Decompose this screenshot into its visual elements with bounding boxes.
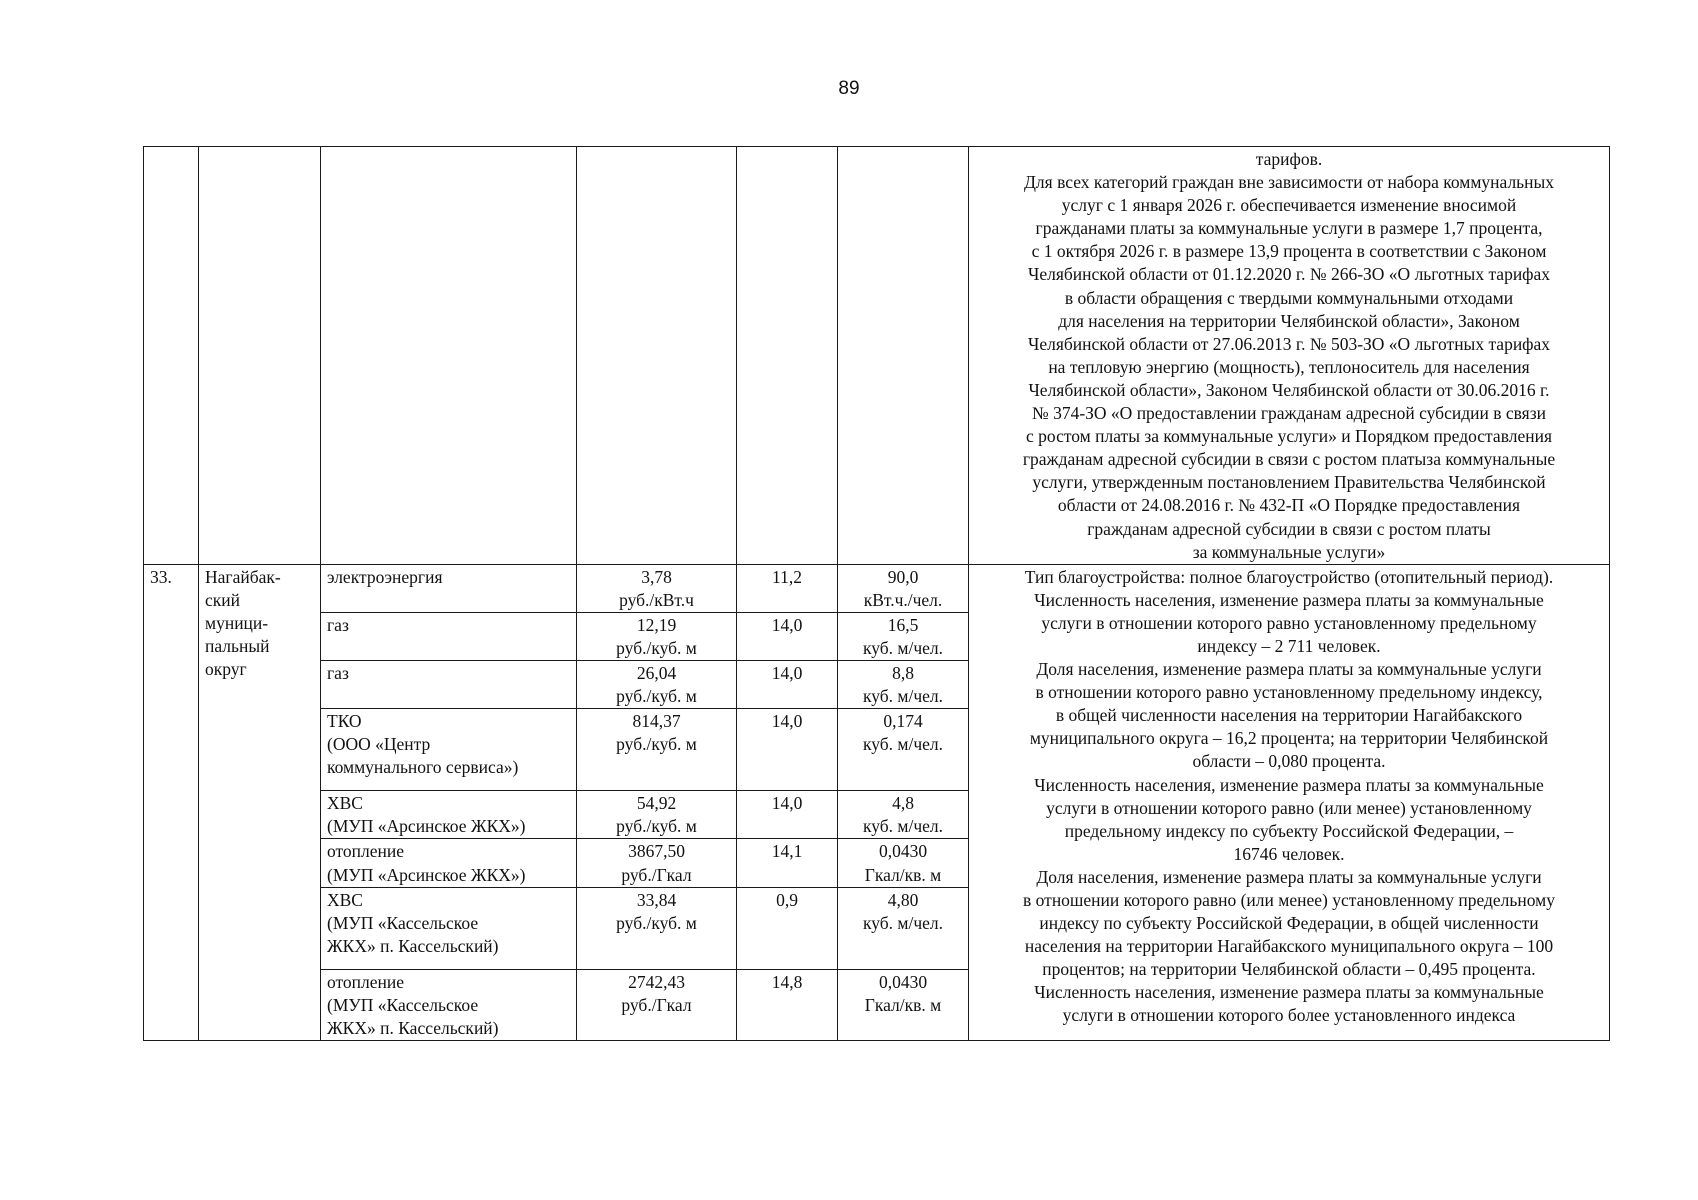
text-line: Гкал/кв. м xyxy=(864,994,942,1015)
text-line: области от 24.08.2016 г. № 432-П «О Порядке предоставления xyxy=(1057,495,1521,516)
text-line: муници- xyxy=(205,612,269,633)
text-line: в отношении которого равно установленному предельному индексу, xyxy=(1035,682,1543,703)
norm-cell xyxy=(838,887,969,969)
text-line: Челябинской области», Законом Челябинской области от 30.06.2016 г. xyxy=(1028,379,1550,400)
text-line: руб./куб. м xyxy=(616,816,697,837)
index-cell xyxy=(737,791,838,839)
price-cell xyxy=(577,791,737,839)
text-line: ЖКХ» п. Кассельский) xyxy=(327,1017,499,1038)
text-line: Для всех категорий граждан вне зависимости от набора коммунальных xyxy=(1023,172,1555,193)
service-name-cell xyxy=(321,887,577,969)
text-line: 4,8 xyxy=(892,793,914,814)
text-line: 8,8 xyxy=(892,663,914,684)
service-row xyxy=(144,564,1610,612)
text-line: услуги, утвержденным постановлением Правительства Челябинской xyxy=(1032,472,1546,493)
text-line: 3867,50 xyxy=(628,841,685,862)
text-line: руб./куб. м xyxy=(616,912,697,933)
text-line: Челябинской области от 01.12.2020 г. № 266-ЗО «О льготных тарифах xyxy=(1027,264,1551,285)
price-cell xyxy=(577,887,737,969)
norm-cell xyxy=(838,612,969,660)
text-line: (МУП «Кассельское xyxy=(327,994,479,1015)
norm-cell xyxy=(838,661,969,709)
text-line: куб. м/чел. xyxy=(862,734,944,755)
text-line: 16746 человек. xyxy=(1233,843,1345,864)
text-line: 814,37 xyxy=(632,711,681,732)
text-line: (МУП «Кассельское xyxy=(327,912,479,933)
text-line: 90,0 xyxy=(887,566,919,587)
text-line: руб./Гкал xyxy=(621,864,692,885)
text-line: ский xyxy=(205,589,240,610)
text-line: с ростом платы за коммунальные услуги» и Порядком предоставления xyxy=(1026,426,1552,447)
text-line: (МУП «Арсинское ЖКХ») xyxy=(327,816,526,837)
text-line: Тип благоустройства: полное благоустройство (отопительный период). xyxy=(1024,566,1554,587)
continuation-note-cell xyxy=(969,147,1610,565)
text-line: Доля населения, изменение размера платы за коммунальные услуги xyxy=(1036,866,1542,887)
service-name-cell xyxy=(321,661,577,709)
index-cell xyxy=(737,709,838,791)
text-line: Нагайбак- xyxy=(205,566,281,587)
index-cell xyxy=(737,564,838,612)
norm-cell xyxy=(838,564,969,612)
index-value: 0,9 xyxy=(776,889,798,910)
index-value: 14,0 xyxy=(771,614,803,635)
text-line: гражданами платы за коммунальные услуги в размере 1,7 процента, xyxy=(1035,218,1543,239)
text-line: (МУП «Арсинское ЖКХ») xyxy=(327,864,526,885)
text-line: услуг с 1 января 2026 г. обеспечивается изменение вносимой xyxy=(1061,195,1517,216)
text-line: руб./Гкал xyxy=(621,994,692,1015)
price-cell xyxy=(577,969,737,1040)
text-line: руб./куб. м xyxy=(616,637,697,658)
municipality-cell xyxy=(199,564,321,1040)
text-line: (ООО «Центр xyxy=(327,734,431,755)
text-line: руб./кВт.ч xyxy=(619,589,694,610)
text-line: 0,0430 xyxy=(878,971,928,992)
text-line: услуги в отношении которого равно (или менее) установленному xyxy=(1046,797,1532,818)
index-cell xyxy=(737,661,838,709)
index-cell xyxy=(737,839,838,887)
text-line: индексу – 2 711 человек. xyxy=(1197,635,1381,656)
index-value: 14,0 xyxy=(771,793,803,814)
cont-service-cell xyxy=(321,147,577,565)
text-line: № 374-ЗО «О предоставлении гражданам адресной субсидии в связи xyxy=(1032,403,1546,424)
text-line: газ xyxy=(327,663,349,684)
text-line: тарифов. xyxy=(1255,149,1323,169)
price-cell xyxy=(577,661,737,709)
text-line: предельному индексу по субъекту Российской Федерации, – xyxy=(1064,820,1514,841)
text-line: гражданам адресной субсидии в связи с ростом платы xyxy=(1087,518,1491,539)
text-line: отопление xyxy=(327,841,405,862)
text-line: коммунального сервиса») xyxy=(327,757,519,778)
index-value: 14,8 xyxy=(771,971,803,992)
text-line: ЖКХ» п. Кассельский) xyxy=(327,935,499,956)
text-line: с 1 октября 2026 г. в размере 13,9 процента в соответствии с Законом xyxy=(1031,241,1547,262)
text-line: гражданам адресной субсидии в связи с ростом платыза коммунальные xyxy=(1022,449,1556,470)
text-line: 4,80 xyxy=(887,889,919,910)
text-line: населения на территории Нагайбакского муниципального округа – 100 xyxy=(1024,936,1554,957)
text-line: ТКО xyxy=(327,711,362,732)
text-line: в отношении которого равно (или менее) установленному предельному xyxy=(1023,890,1555,910)
index-cell xyxy=(737,969,838,1040)
text-line: руб./куб. м xyxy=(616,734,697,755)
service-name-cell xyxy=(321,564,577,612)
text-line: области – 0,080 процента. xyxy=(1192,751,1386,772)
text-line: 3,78 xyxy=(641,566,672,587)
price-cell xyxy=(577,564,737,612)
text-line: 0,0430 xyxy=(878,841,928,862)
price-cell xyxy=(577,612,737,660)
cont-num-cell xyxy=(144,147,199,565)
text-line: куб. м/чел. xyxy=(862,816,944,837)
cont-municipality-cell xyxy=(199,147,321,565)
index-value: 14,0 xyxy=(771,711,803,732)
text-line: Гкал/кв. м xyxy=(864,864,942,885)
text-line: в области обращения с твердыми коммунальными отходами xyxy=(1064,287,1514,308)
text-line: Численность населения, изменение размера платы за коммунальные xyxy=(1034,982,1544,1003)
text-line: Численность населения, изменение размера платы за коммунальные xyxy=(1034,774,1544,795)
continuation-row xyxy=(144,147,1610,565)
service-name-cell xyxy=(321,709,577,791)
text-line: Доля населения, изменение размера платы за коммунальные услуги xyxy=(1036,659,1542,680)
text-line: Численность населения, изменение размера платы за коммунальные xyxy=(1034,589,1544,610)
entry-number-cell xyxy=(144,564,199,1040)
norm-cell xyxy=(838,839,969,887)
entry-note-cell xyxy=(969,564,1610,1040)
cont-norm-cell xyxy=(838,147,969,565)
text-line: услуги в отношении которого более установленного индекса xyxy=(1062,1005,1516,1026)
text-line: куб. м/чел. xyxy=(862,912,944,933)
service-name-cell xyxy=(321,839,577,887)
cont-index-cell xyxy=(737,147,838,565)
index-value: 14,0 xyxy=(771,663,803,684)
text-line: 16,5 xyxy=(887,614,919,635)
text-line: муниципального округа – 16,2 процента; на территории Челябинской xyxy=(1029,728,1549,749)
norm-cell xyxy=(838,709,969,791)
text-line: руб./куб. м xyxy=(616,686,697,707)
text-line: 2742,43 xyxy=(628,971,685,992)
text-line: за коммунальные услуги» xyxy=(1192,541,1386,562)
text-line: в общей численности населения на территории Нагайбакского xyxy=(1055,705,1523,726)
text-line: 12,19 xyxy=(636,614,677,635)
price-cell xyxy=(577,839,737,887)
index-value: 11,2 xyxy=(772,566,802,587)
text-line: индексу по субъекту Российской Федерации, в общей численности xyxy=(1039,913,1539,934)
page-number: 89 xyxy=(838,78,860,99)
text-line: куб. м/чел. xyxy=(862,637,944,658)
service-name-cell xyxy=(321,791,577,839)
index-value: 14,1 xyxy=(771,841,803,862)
index-cell xyxy=(737,887,838,969)
text-line: пальный xyxy=(205,635,270,656)
service-name-cell xyxy=(321,969,577,1040)
text-line: газ xyxy=(327,614,349,635)
entry-number: 33. xyxy=(150,566,172,587)
text-line: кВт.ч./чел. xyxy=(863,589,943,610)
cont-price-cell xyxy=(577,147,737,565)
text-line: округ xyxy=(205,659,247,680)
text-line: процентов; на территории Челябинской области – 0,495 процента. xyxy=(1042,959,1536,980)
norm-cell xyxy=(838,791,969,839)
text-line: 0,174 xyxy=(883,711,923,732)
service-name-cell xyxy=(321,612,577,660)
index-cell xyxy=(737,612,838,660)
text-line: ХВС xyxy=(327,793,363,814)
text-line: на тепловую энергию (мощность), теплоноситель для населения xyxy=(1048,356,1530,377)
price-cell xyxy=(577,709,737,791)
text-line: 33,84 xyxy=(636,889,677,910)
text-line: услуги в отношении которого равно установленному предельному xyxy=(1041,612,1537,633)
text-line: 26,04 xyxy=(636,663,677,684)
text-line: Челябинской области от 27.06.2013 г. № 503-ЗО «О льготных тарифах xyxy=(1027,333,1551,354)
text-line: электроэнергия xyxy=(327,566,443,587)
text-line: 54,92 xyxy=(636,793,677,814)
text-line: ХВС xyxy=(327,889,363,910)
norm-cell xyxy=(838,969,969,1040)
text-line: для населения на территории Челябинской области», Законом xyxy=(1058,310,1520,331)
tariff-table xyxy=(143,146,1610,1041)
text-line: куб. м/чел. xyxy=(862,686,944,707)
text-line: отопление xyxy=(327,971,405,992)
